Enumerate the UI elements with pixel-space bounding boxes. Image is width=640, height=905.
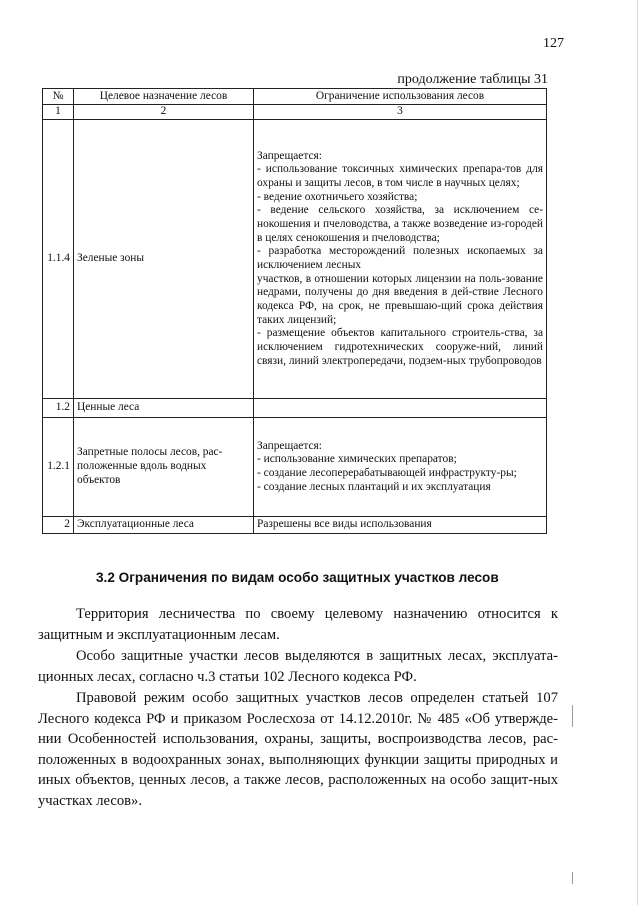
table-row (43, 418, 547, 517)
row-restriction (254, 418, 547, 517)
row-number: 1.1.4 (43, 120, 74, 399)
section-heading: 3.2 Ограничения по видам особо защитных участков лесов (96, 570, 499, 585)
restriction-line: участков, в отношении которых лицензии на поль-зование недрами, получены до дня введения в дей-ствие Лесного кодекса РФ, на срок, не превышаю-щий срока действия таких лицензий; (257, 272, 543, 326)
restriction-line: - ведение сельского хозяйства, за исключением се-нокошения и пчеловодства, а также возведение из-городей в целях сенокошения и пчеловодства; (257, 204, 543, 244)
restriction-line: - создание лесоперерабатывающей инфраструкту-ры; (257, 467, 517, 479)
row-restriction (254, 399, 547, 418)
table-row (43, 517, 547, 534)
table-row (43, 120, 547, 399)
table-row (43, 399, 547, 418)
scan-edge (637, 0, 638, 905)
paragraph: Территория лесничества по своему целевому назначению относится к защитным и эксплуатационным лесам. (38, 606, 558, 643)
header-purpose: Целевое назначение лесов (74, 89, 254, 105)
restriction-line: - использование токсичных химических препара-тов для охраны и защиты лесов, в том числе в научных целях; (257, 163, 543, 189)
row-number: 1.2 (43, 399, 74, 418)
table-index-row (43, 105, 547, 120)
restriction-line: Запрещается: (257, 149, 322, 162)
row-purpose: Запретные полосы лесов, рас-положенные вдоль водных объектов (74, 418, 254, 517)
scan-margin-mark (572, 705, 573, 727)
row-number: 1.2.1 (43, 418, 74, 517)
restriction-line: - использование химических препаратов; (257, 453, 457, 466)
section-body (38, 604, 558, 812)
header-number: № (43, 89, 74, 105)
forest-use-restrictions-table (42, 88, 547, 534)
row-number: 2 (43, 517, 74, 534)
row-purpose: Ценные леса (74, 399, 254, 418)
row-purpose: Зеленые зоны (74, 120, 254, 399)
table-header-row (43, 89, 547, 105)
row-purpose: Эксплуатационные леса (74, 517, 254, 534)
scan-margin-mark (572, 872, 573, 884)
restriction-line: - ведение охотничьего хозяйства; (257, 190, 418, 203)
restriction-line: - размещение объектов капитального строитель-ства, за исключением гидротехнических сооруже-ний, линий связи, линий электропередачи, подзем-ных трубопроводов (257, 327, 543, 367)
row-restriction (254, 517, 547, 534)
row-restriction (254, 120, 547, 399)
index-cell-1: 1 (43, 105, 74, 120)
page-number: 127 (543, 36, 564, 51)
restriction-line: Разрешены все виды использования (257, 518, 432, 531)
restriction-line: - создание лесных плантаций и их эксплуатация (257, 480, 491, 493)
restriction-line: Запрещается: (257, 439, 322, 452)
restriction-line: - разработка месторождений полезных ископаемых за исключением лесных (257, 245, 543, 271)
paragraph: Особо защитные участки лесов выделяются в защитных лесах, эксплуата-ционных лесах, согласно ч.3 статьи 102 Лесного кодекса РФ. (38, 648, 558, 685)
table-continuation-label: продолжение таблицы 31 (397, 72, 548, 87)
paragraph: Правовой режим особо защитных участков лесов определен статьей 107 Лесного кодекса РФ и приказом Рослесхоза от 14.12.2010г. № 485 «Об утвержде-нии Особенностей использования, охраны, защиты, воспроизводства лесов, рас-положенных в водоохранных зонах, выполняющих функции защиты природных и иных объектов, ценных лесов, а также лесов, расположенных на особо защит-ных участках лесов». (38, 690, 558, 809)
index-cell-2: 2 (74, 105, 254, 120)
header-restriction: Ограничение использования лесов (254, 89, 547, 105)
index-cell-3: 3 (254, 105, 547, 120)
